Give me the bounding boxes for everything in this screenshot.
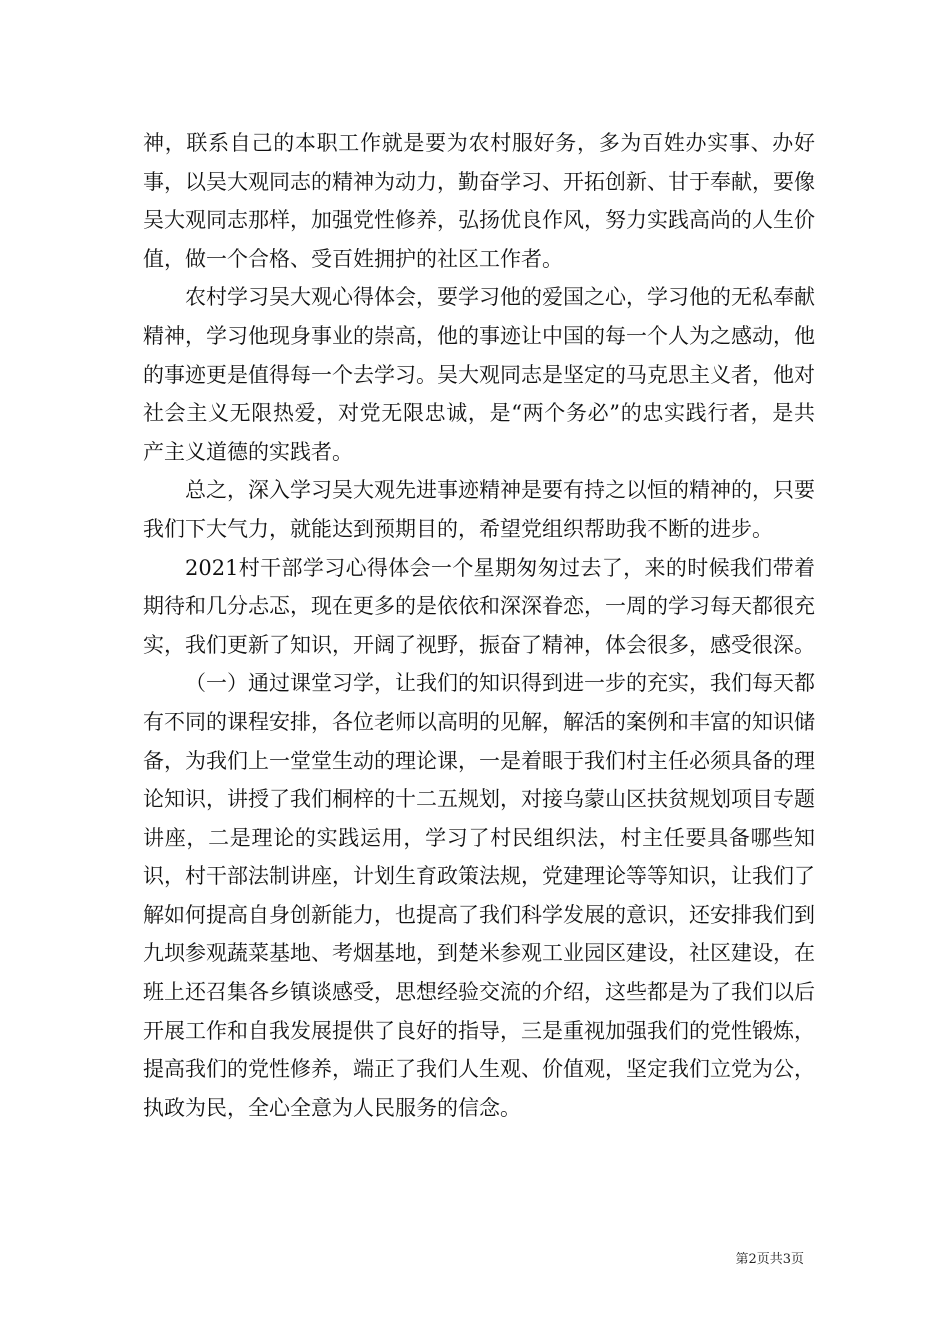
paragraph-2: 农村学习吴大观心得体会，要学习他的爱国之心，学习他的无私奉献精神，学习他现身事业的崇高，他的事迹让中国的每一个人为之感动，他的事迹更是值得每一个去学习。吴大观同志是坚定的马克思主义者，他对社会主义无限热爱，对党无限忠诚，是“两个务必”的忠实践行者，是共产主义道德的实践者。	[143, 285, 815, 464]
paragraph-5: （一）通过课堂习学，让我们的知识得到进一步的充实，我们每天都有不同的课程安排，各位老师以高明的见解，解活的案例和丰富的知识储备，为我们上一堂堂生动的理论课，一是着眼于我们村主任必须具备的理论知识，讲授了我们桐梓的十二五规划，对接乌蒙山区扶贫规划项目专题讲座，二是理论的实践运用，学习了村民组织法，村主任要具备哪些知识，村干部法制讲座，计划生育政策法规，党建理论等等知识，让我们了解如何提高自身创新能力，也提高了我们科学发展的意识，还安排我们到九坝参观蔬菜基地、考烟基地，到楚米参观工业园区建设，社区建设，在班上还召集各乡镇谈感受，思想经验交流的介绍，这些都是为了我们以后开展工作和自我发展提供了良好的指导，三是重视加强我们的党性锻炼，提高我们的党性修养，端正了我们人生观、价值观，坚定我们立党为公，执政为民，全心全意为人民服务的信念。	[143, 671, 815, 1120]
paragraph-4: 2021村干部学习心得体会一个星期匆匆过去了，来的时候我们带着期待和几分忐忑，现在更多的是依依和深深眷恋，一周的学习每天都很充实，我们更新了知识，开阔了视野，振奋了精神，体会很多，感受很深。	[143, 555, 815, 657]
paragraph-3: 总之，深入学习吴大观先进事迹精神是要有持之以恒的精神的，只要我们下大气力，就能达到预期目的，希望党组织帮助我不断的进步。	[143, 478, 815, 541]
document-body	[143, 124, 815, 1127]
page-number-footer: 第2页共3页	[735, 1252, 804, 1267]
paragraph-1: 神，联系自己的本职工作就是要为农村服好务，多为百姓办实事、办好事，以吴大观同志的精神为动力，勤奋学习、开拓创新、甘于奉献，要像吴大观同志那样，加强党性修养，弘扬优良作风，努力实践高尚的人生价值，做一个合格、受百姓拥护的社区工作者。	[143, 131, 815, 271]
